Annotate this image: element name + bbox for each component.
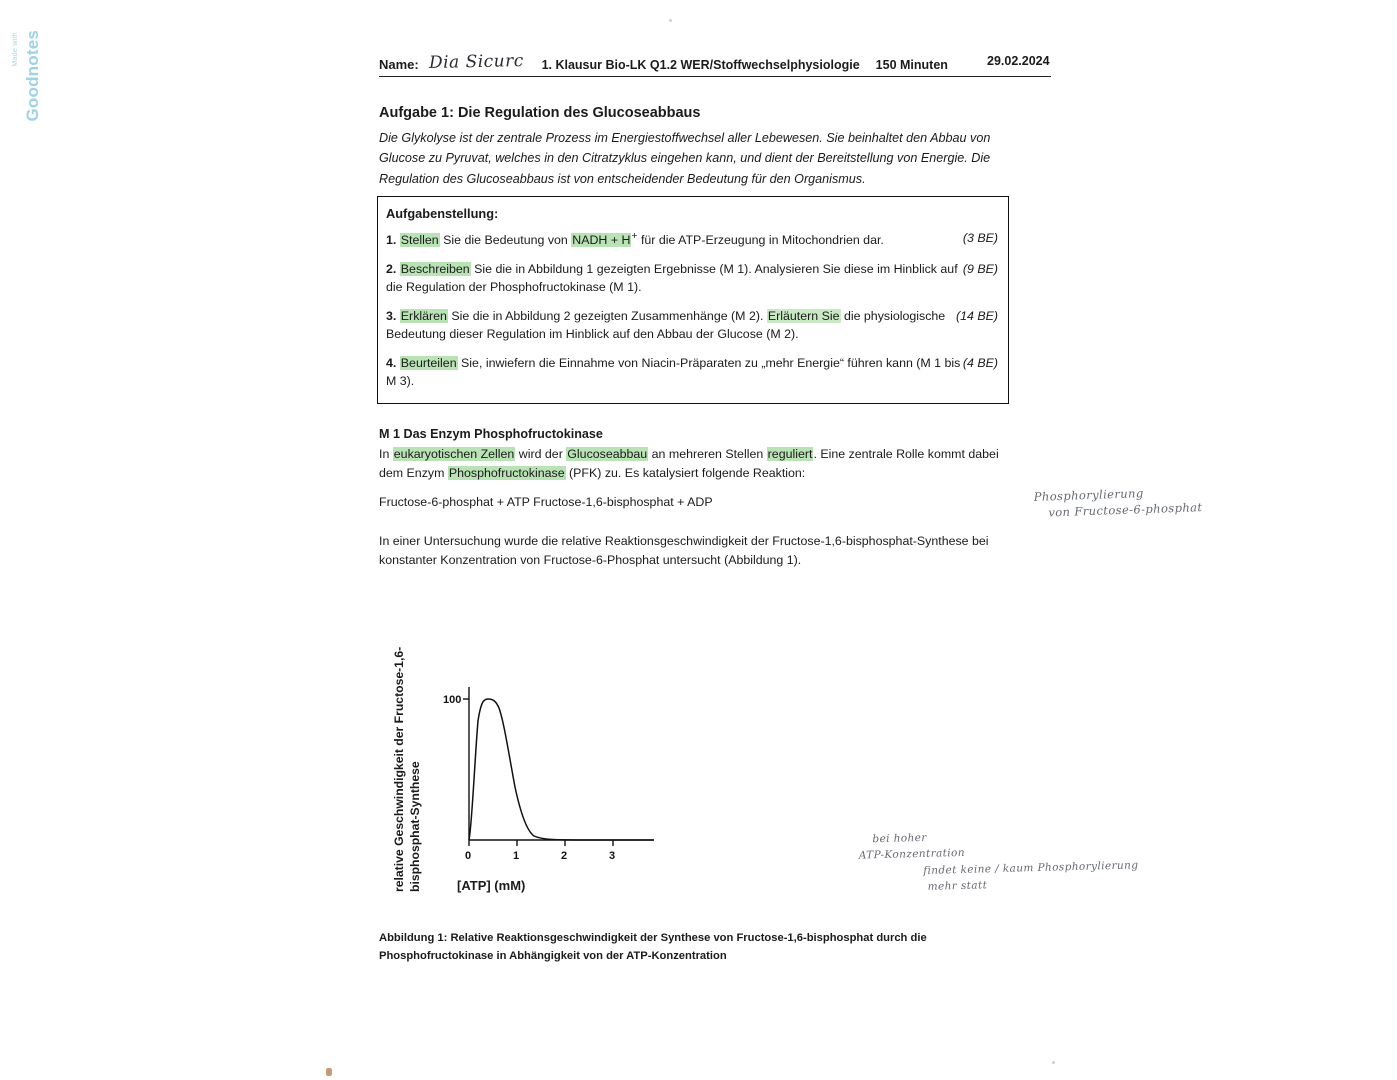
handwritten-note-reaction bbox=[1034, 484, 1203, 520]
chart-x-axis-label: [ATP] (mM) bbox=[457, 878, 526, 893]
material-m1-paragraph-1 bbox=[379, 445, 1009, 483]
exam-header bbox=[379, 52, 1054, 72]
svg-text:100: 100 bbox=[443, 694, 462, 706]
svg-text:0: 0 bbox=[465, 850, 472, 862]
watermark-brand: Goodnotes bbox=[23, 30, 42, 122]
handwritten-note-chart bbox=[856, 824, 1139, 896]
goodnotes-watermark bbox=[10, 28, 50, 148]
handwritten-note-reaction-line-2: von Fructose-6-phosphat bbox=[1048, 500, 1203, 520]
task-item-4-number: 4. bbox=[386, 355, 397, 370]
handwritten-note-reaction-line-1: Phosphorylierung bbox=[1033, 486, 1144, 504]
material-m1-title: M 1 Das Enzym Phosphofructokinase bbox=[379, 427, 603, 441]
m1-p1-e: (PFK) zu. Es katalysiert folgende Reaktion: bbox=[565, 466, 806, 481]
reaction-equation: Fructose-6-phosphat + ATP Fructose-1,6-bisphosphat + ADP bbox=[379, 495, 713, 509]
task-item-2-verb: Beschreiben bbox=[400, 261, 470, 276]
handwritten-note-chart-line-3: findet keine / kaum Phosphorylierung bbox=[923, 858, 1139, 877]
task-item-1-text-b: für die ATP-Erzeugung in Mitochondrien dar. bbox=[637, 232, 884, 247]
task-item-3-text-a: Sie die in Abbildung 2 gezeigten Zusammenhänge (M 2). bbox=[447, 308, 767, 323]
m1-p1-hl2: Glucoseabbau bbox=[567, 447, 648, 461]
task-item-1-points: (3 BE) bbox=[962, 230, 998, 245]
watermark-made-with: Made with bbox=[12, 32, 19, 67]
task-item-4-text: Sie, inwiefern die Einnahme von Niacin-Präparaten zu „mehr Energie“ führen kann (M 1 bis M 3). bbox=[386, 355, 961, 388]
task-item-1-text-a: Sie die Bedeutung von bbox=[439, 232, 572, 247]
m1-p1-b: wird der bbox=[515, 447, 567, 461]
task-item-3-number: 3. bbox=[386, 308, 397, 323]
page-title: Aufgabe 1: Die Regulation des Glucoseabbaus bbox=[379, 105, 701, 121]
figure-caption bbox=[379, 930, 999, 966]
student-name-handwritten: Dia Sicurc bbox=[428, 51, 524, 74]
chart-svg bbox=[439, 675, 689, 865]
task-box bbox=[377, 196, 1009, 404]
task-item-1-superscript: + bbox=[631, 230, 638, 242]
task-item-4-points: (4 BE) bbox=[962, 355, 998, 370]
name-label: Name: bbox=[379, 57, 419, 72]
scan-speck bbox=[1052, 1061, 1055, 1064]
task-item-1-verb: Stellen bbox=[400, 232, 439, 247]
m1-p1-d: . Eine zentrale Rolle kommt dabei dem Enzym bbox=[379, 447, 999, 481]
task-item-1-highlight: NADH + H bbox=[572, 232, 631, 247]
scan-speck bbox=[669, 19, 672, 22]
handwritten-note-chart-line-4: mehr statt bbox=[927, 879, 988, 893]
m1-p1-a: In bbox=[379, 447, 393, 461]
svg-text:3: 3 bbox=[609, 850, 616, 862]
svg-text:1: 1 bbox=[513, 850, 520, 862]
exam-info: 1. Klausur Bio-LK Q1.2 WER/Stoffwechselphysiologie bbox=[541, 58, 860, 72]
task-item-1 bbox=[386, 230, 998, 250]
scan-speck bbox=[326, 1068, 332, 1076]
task-item-2-number: 2. bbox=[386, 261, 397, 276]
task-item-3-text-b: die physiologische Bedeutung dieser Regulation im Hinblick auf den Abbau der Glucose (M 2). bbox=[386, 308, 946, 341]
chart-plot-area bbox=[439, 675, 689, 865]
chart-y-axis-label bbox=[391, 592, 424, 892]
exam-date: 29.02.2024 bbox=[987, 54, 1050, 68]
task-item-2-points: (9 BE) bbox=[962, 261, 998, 276]
svg-text:2: 2 bbox=[561, 850, 568, 862]
figure-caption-line-2: Phosphofructokinase in Abhängigkeit von der ATP-Konzentration bbox=[379, 949, 727, 962]
task-item-3 bbox=[386, 308, 998, 344]
task-item-4 bbox=[386, 355, 998, 391]
task-item-1-number: 1. bbox=[386, 232, 397, 247]
m1-p1-hl3: reguliert bbox=[767, 447, 813, 461]
task-item-3-points: (14 BE) bbox=[955, 308, 998, 323]
m1-p1-hl1: eukaryotischen Zellen bbox=[393, 447, 515, 461]
task-item-2-text: Sie die in Abbildung 1 gezeigten Ergebnisse (M 1). Analysieren Sie diese im Hinblick auf die Regulation der Phosphofructokinase (M 1). bbox=[386, 261, 958, 294]
task-item-4-verb: Beurteilen bbox=[400, 355, 457, 370]
task-item-3-verb: Erklären bbox=[400, 308, 447, 323]
m1-p1-c: an mehreren Stellen bbox=[648, 447, 767, 461]
m1-p1-hl4: Phosphofructokinase bbox=[448, 466, 565, 481]
task-intro-text: Die Glykolyse ist der zentrale Prozess im Energiestoffwechsel aller Lebewesen. Sie beinhaltet den Abbau von Glucose zu Pyruvat, welches in den Citratzyklus eingehen kann, und dient der Bereitstellung von Energie. Die Regulation des Glucoseabbaus ist von entscheidender Bedeutung für den Organismus. bbox=[379, 131, 991, 186]
task-item-3-verb-2: Erläutern Sie bbox=[767, 308, 840, 323]
chart-y-axis-label-text: relative Geschwindigkeit der Fructose-1,6-bisphosphat-Synthese bbox=[392, 646, 423, 892]
task-box-heading: Aufgabenstellung: bbox=[386, 206, 499, 221]
exam-duration: 150 Minuten bbox=[875, 58, 948, 72]
handwritten-note-chart-line-1: bei hoher bbox=[872, 831, 927, 846]
task-item-2 bbox=[386, 261, 998, 297]
scanned-sheet bbox=[322, 0, 1322, 1080]
figure-caption-line-1: Abbildung 1: Relative Reaktionsgeschwindigkeit der Synthese von Fructose-1,6-bisphosphat durch die bbox=[379, 932, 927, 944]
handwritten-note-chart-line-2: ATP-Konzentration bbox=[858, 847, 966, 862]
header-divider bbox=[379, 76, 1051, 77]
material-m1-paragraph-2: In einer Untersuchung wurde die relative Reaktionsgeschwindigkeit der Fructose-1,6-bisphosphat-Synthese bei konstanter Konzentration von Fructose-6-Phosphat untersucht (Abbildung 1). bbox=[379, 534, 989, 568]
